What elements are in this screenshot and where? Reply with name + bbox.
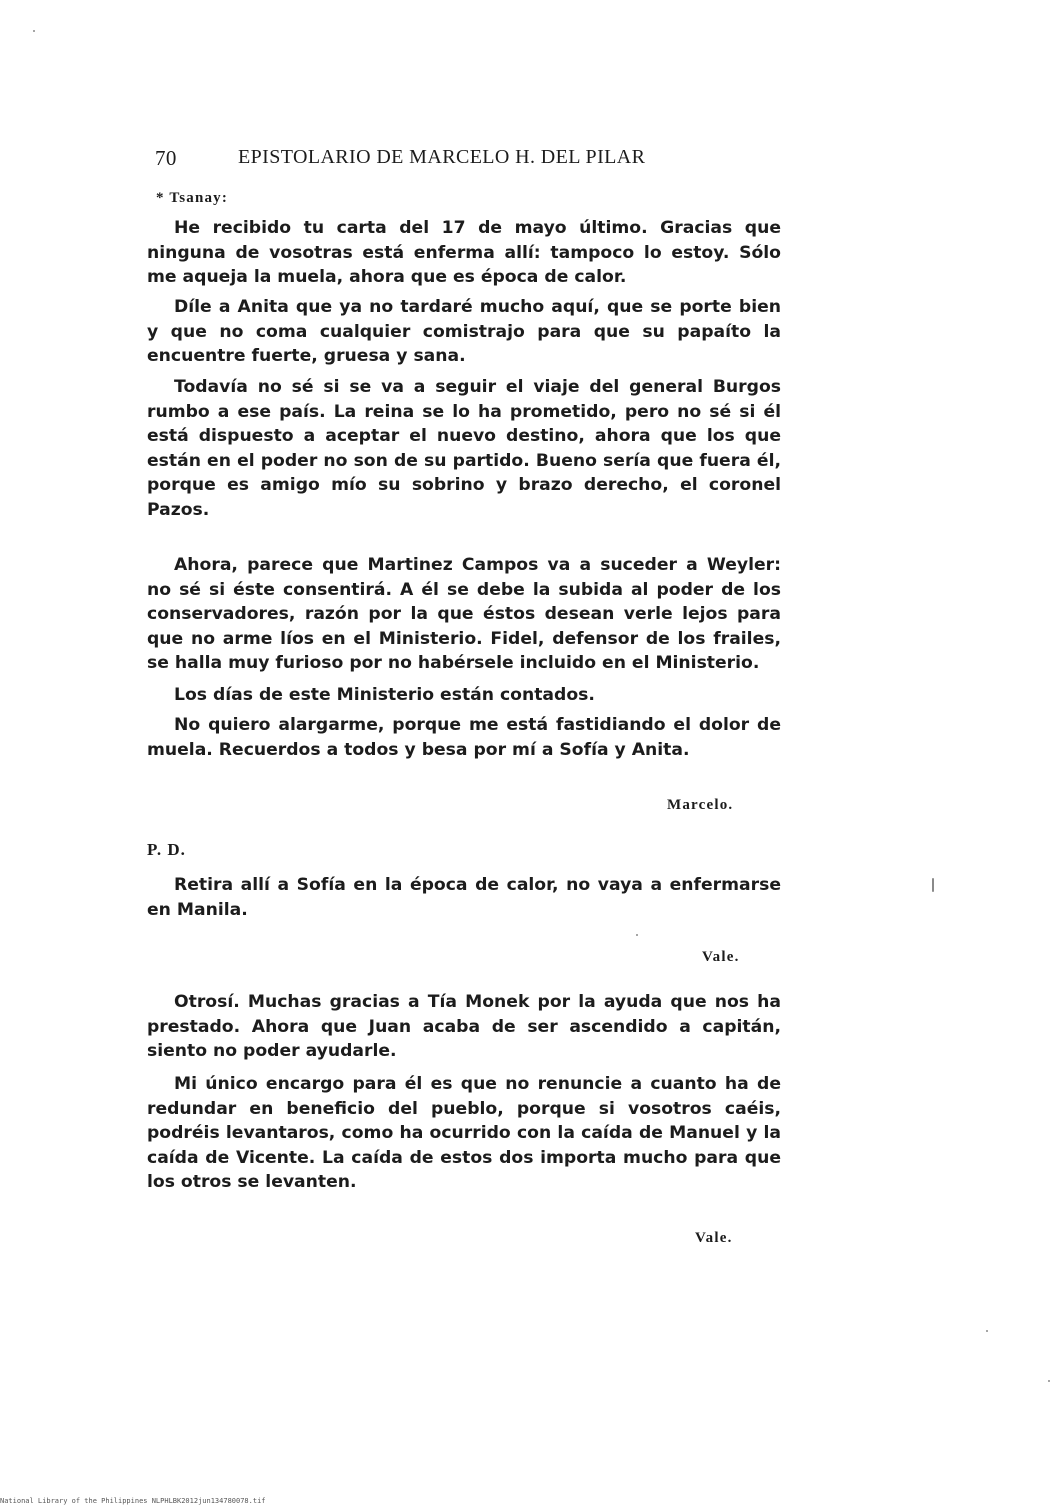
otrosi-paragraph: Otrosí. Muchas gracias a Tía Monek por la ayuda que nos ha prestado. Ahora que Juan acaba de ser ascendido a capitán, siento no poder ayudarle. <box>147 992 781 1062</box>
salutation: * Tsanay: <box>156 190 229 206</box>
postscript-paragraph: Retira allí a Sofía en la época de calor, no vaya a enfermarse en Manila. <box>147 875 781 920</box>
page-number: 70 <box>155 146 177 170</box>
letter-paragraph: No quiero alargarme, porque me está fastidiando el dolor de muela. Recuerdos a todos y besa por mí a Sofía y Anita. <box>147 715 781 760</box>
scan-speck <box>1048 1380 1050 1382</box>
letter-paragraph: He recibido tu carta del 17 de mayo último. Gracias que ninguna de vosotras está enferma allí: tampoco lo estoy. Sólo me aqueja la muela, ahora que es época de calor. <box>147 218 781 288</box>
otrosi-paragraph: Mi único encargo para él es que no renuncie a cuanto ha de redundar en beneficio del pueblo, porque si vosotros caéis, podréis levantaros, como ha ocurrido con la caída de Manuel y la caída de Vicente. La caída de estos dos importa mucho para que los otros se levanten. <box>147 1074 781 1193</box>
closing-vale-2: Vale. <box>695 1230 733 1246</box>
scan-speck <box>932 878 934 892</box>
letter-paragraph: Todavía no sé si se va a seguir el viaje del general Burgos rumbo a ese país. La reina se lo ha prometido, pero no sé si él está dispuesto a aceptar el nuevo destino, ahora que los que están en el poder no son de su partido. Bueno sería que fuera él, porque es amigo mío su sobrino y brazo derecho, el coronel Pazos. <box>147 377 781 520</box>
scan-speck <box>636 934 638 936</box>
scan-footer: National Library of the Philippines NLPHLBK2012jun134780078.tif <box>0 1497 266 1505</box>
signature-marcelo: Marcelo. <box>667 797 734 813</box>
closing-vale-1: Vale. <box>702 949 740 965</box>
postscript-label: P. D. <box>147 840 186 859</box>
page-header <box>155 146 715 174</box>
scan-speck <box>33 30 35 32</box>
running-head: EPISTOLARIO DE MARCELO H. DEL PILAR <box>238 146 646 168</box>
letter-paragraph: Los días de este Ministerio están contados. <box>174 685 595 705</box>
letter-paragraph: Ahora, parece que Martinez Campos va a suceder a Weyler: no sé si éste consentirá. A él se debe la subida al poder de los conservadores, razón por la que éstos desean verle lejos para que no arme líos en el Ministerio. Fidel, defensor de los frailes, se halla muy furioso por no habérsele incluido en el Ministerio. <box>147 555 781 674</box>
scan-speck <box>986 1330 988 1332</box>
letter-paragraph: Díle a Anita que ya no tardaré mucho aquí, que se porte bien y que no coma cualquier comistrajo para que su papaíto la encuentre fuerte, gruesa y sana. <box>147 297 781 367</box>
